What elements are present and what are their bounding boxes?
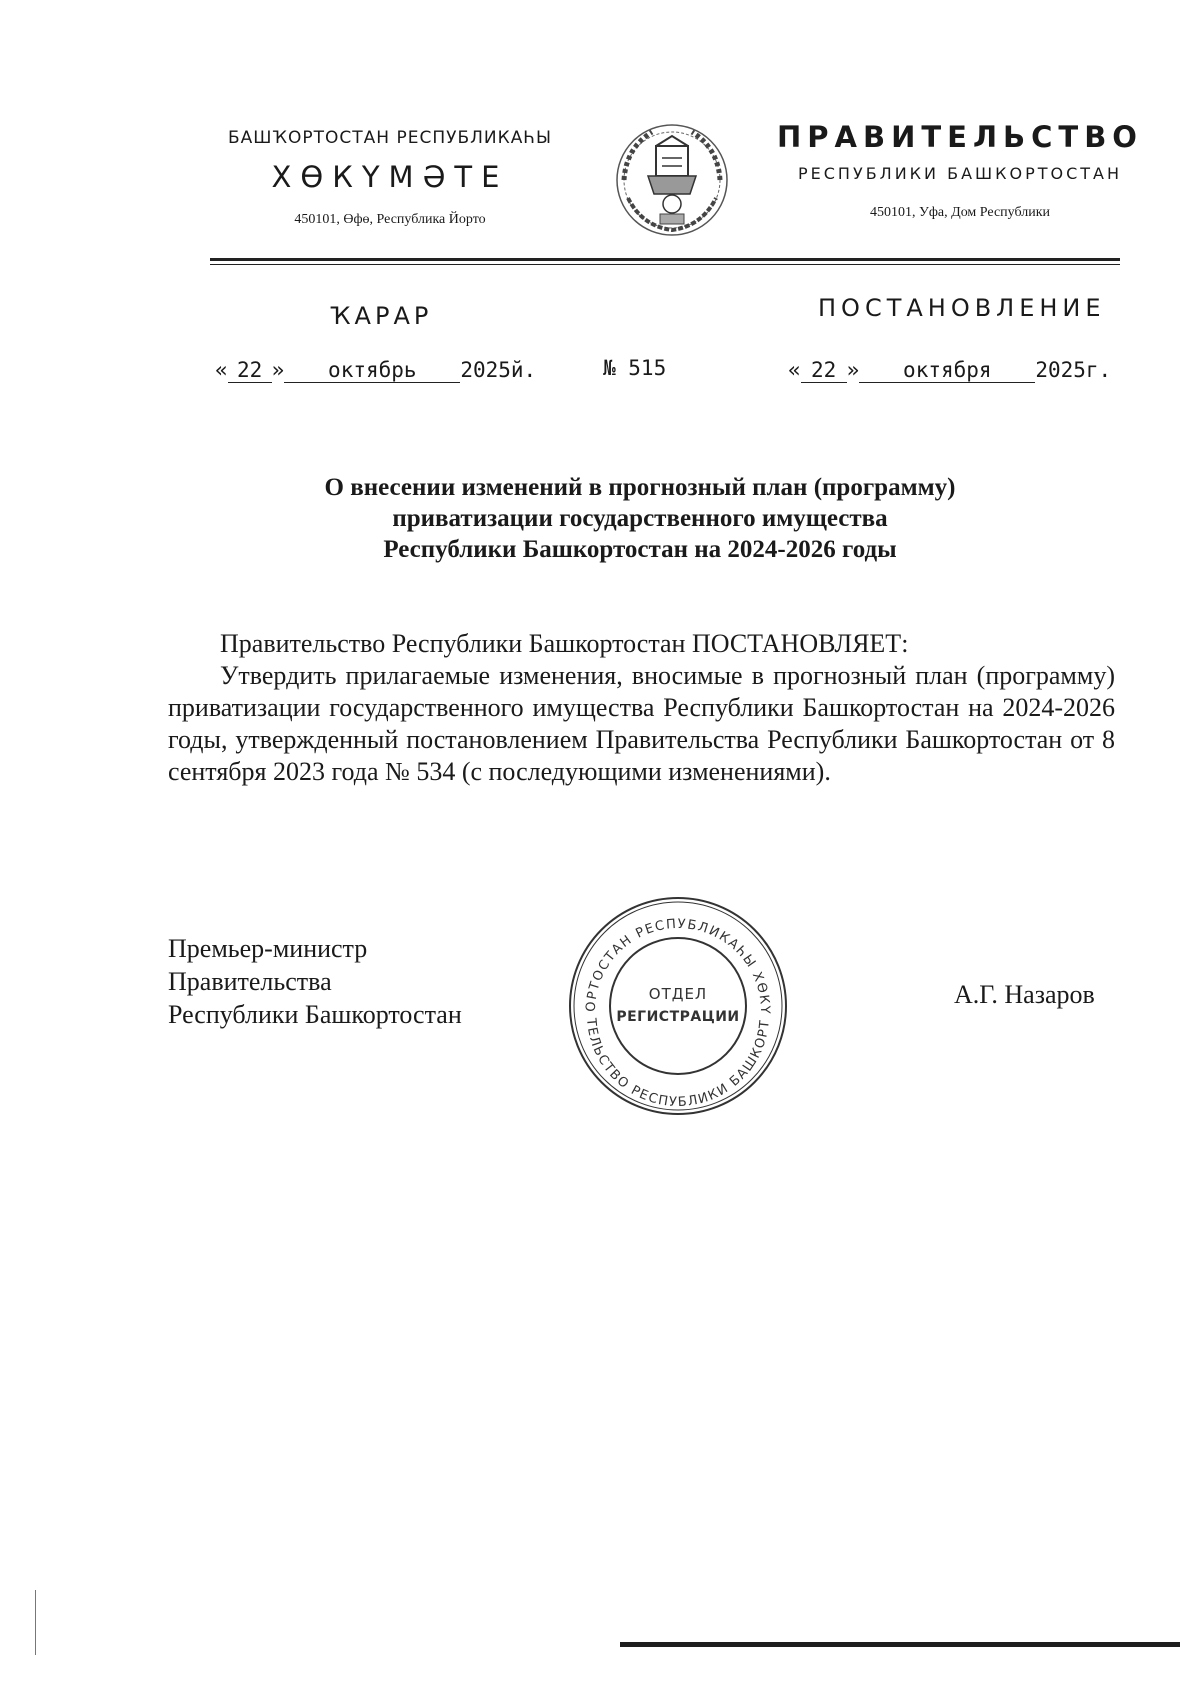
registration-stamp — [565, 893, 791, 1119]
date-close-quote: » — [846, 358, 860, 382]
title-line: Республики Башкортостан на 2024-2026 годы — [383, 536, 897, 563]
document-number: № 515 — [603, 356, 667, 380]
stamp-outer-top: ОРТОСТАН РЕСПУБЛИКАҺЫ ХӨКҮ — [583, 916, 773, 1016]
body-paragraph-approve: Утвердить прилагаемые изменения, вносимые в прогнозный план (программу) приватизации государственного имущества Республики Башкортостан на 2024-2026 годы, утвержденный постановлением Правительства Республики Башкортостан от 8 сентября 2023 года № 534 (с последующими изменениями). — [168, 661, 1115, 786]
date-russian — [788, 358, 1111, 383]
date-close-quote: » — [271, 358, 285, 382]
signature-name: А.Г. Назаров — [954, 980, 1095, 1009]
date-bashkir — [215, 358, 536, 383]
header-bashkir-address: 450101, Өфө, Республика Йорто — [294, 212, 486, 227]
date-open-quote: « — [215, 358, 228, 382]
scan-left-mark — [35, 1590, 36, 1655]
date-day: 22 — [228, 358, 272, 383]
header-address: 450101, Уфа, Дом Республики — [869, 205, 1051, 220]
body-paragraph-resolves: Правительство Республики Башкортостан ПОСТАНОВЛЯЕТ: — [220, 629, 909, 658]
stamp-center-line2: РЕГИСТРАЦИИ — [616, 1009, 740, 1025]
signature-position — [168, 932, 462, 1031]
signature-position-line: Премьер-министр — [168, 934, 368, 963]
header-government: ПРАВИТЕЛЬСТВО — [777, 120, 1143, 154]
header-republic: РЕСПУБЛИКИ БАШКОРТОСТАН — [797, 164, 1123, 183]
document-title — [200, 472, 1080, 565]
signature-position-line: Правительства — [168, 967, 332, 996]
header-divider-thin — [210, 264, 1120, 265]
coat-of-arms-emblem — [612, 118, 732, 242]
stamp-outer-bottom: ТЕЛЬСТВО РЕСПУБЛИКИ БАШКОРТ — [582, 1017, 773, 1111]
scan-bottom-line — [620, 1642, 1180, 1647]
header-bashkir-block — [190, 128, 590, 228]
doc-type-bashkir: ҠАРАР — [330, 302, 433, 330]
doc-type-russian: ПОСТАНОВЛЕНИЕ — [818, 294, 1106, 322]
header-bashkir-republic: БАШҠОРТОСТАН РЕСПУБЛИКАҺЫ — [227, 128, 553, 148]
stamp-center-line1: ОТДЕЛ — [648, 985, 708, 1003]
header-bashkir-government: ХӨКҮМӘТЕ — [271, 160, 509, 194]
signature-position-line: Республики Башкортостан — [168, 1000, 462, 1029]
date-month: октябрь — [284, 358, 460, 383]
date-year: 2025г. — [1035, 358, 1112, 382]
title-line: приватизации государственного имущества — [392, 505, 888, 532]
document-body — [168, 628, 1115, 788]
date-year: 2025й. — [460, 358, 537, 382]
date-open-quote: « — [788, 358, 801, 382]
date-day: 22 — [801, 358, 847, 383]
header-russian-block — [770, 120, 1150, 221]
header-divider-thick — [210, 258, 1120, 261]
title-line: О внесении изменений в прогнозный план (программу) — [324, 474, 956, 501]
date-month: октября — [859, 358, 1035, 383]
